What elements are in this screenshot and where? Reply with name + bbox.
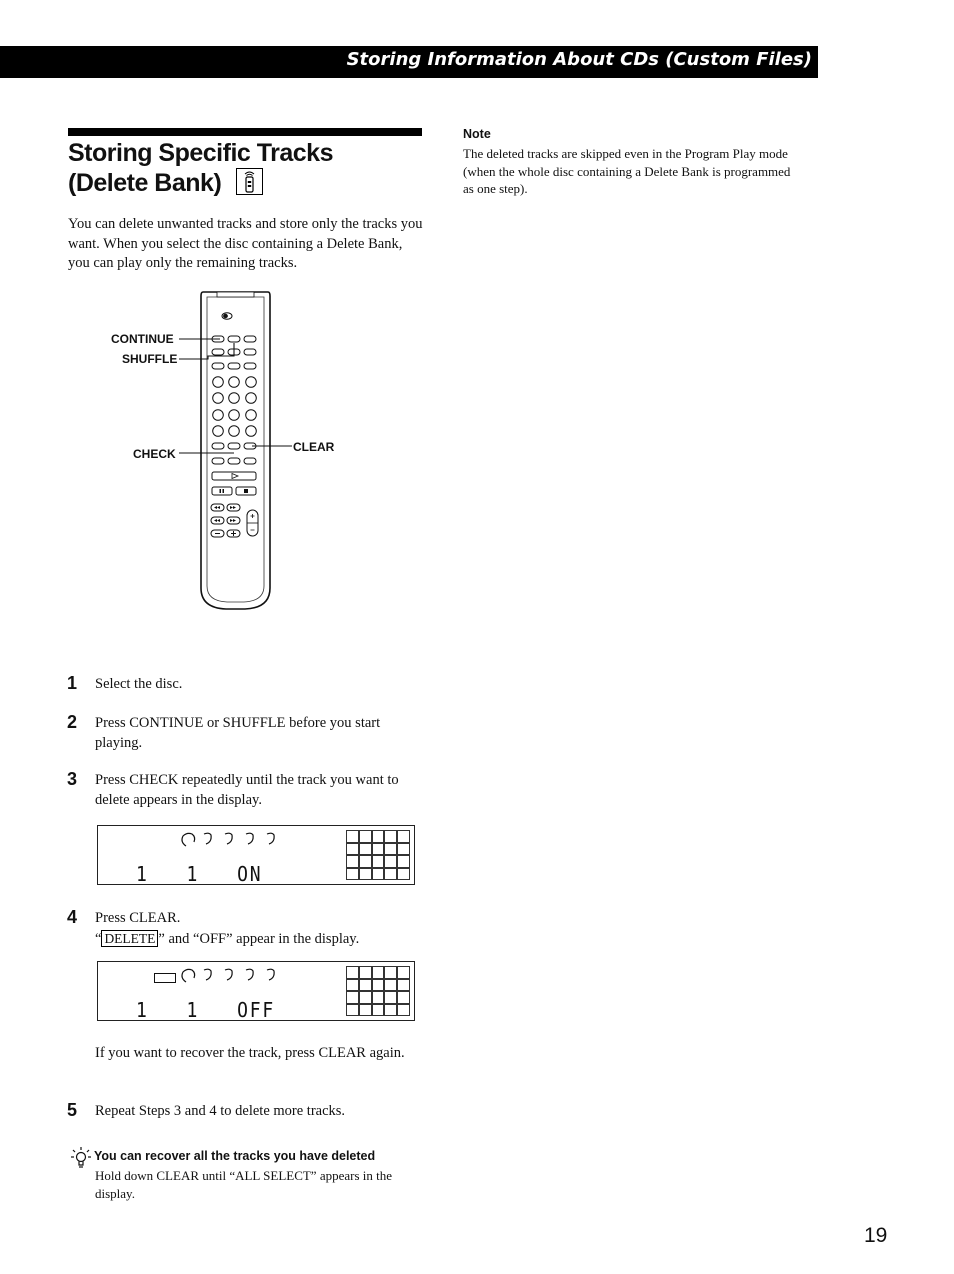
note-heading: Note [463,127,491,141]
step-5-text: Repeat Steps 3 and 4 to delete more tracks. [95,1103,346,1119]
clear-label: CLEAR [293,440,335,454]
intro-paragraph: You can delete unwanted tracks and store only the tracks you want. When you select the disc containing a Delete Bank, you can play only the remaining tracks. [68,216,423,271]
tip-text: Hold down CLEAR until “ALL SELECT” appears in the display. [95,1168,393,1201]
disc-indicators [178,830,290,850]
section-header-title: Storing Information About CDs (Custom Files) [346,49,812,70]
step-4-text: Press CLEAR. [95,910,181,926]
title-line-1: Storing Specific Tracks [68,139,333,167]
step-3-number: 3 [67,769,78,789]
delete-indicator [154,973,176,983]
continue-label: CONTINUE [111,332,174,346]
lightbulb-icon [70,1146,92,1170]
display-on [97,825,415,885]
step-2-text: Press CONTINUE or SHUFFLE before you start playing. [95,715,381,751]
display-off [97,961,415,1021]
step-2-number: 2 [67,712,78,732]
step-5-number: 5 [67,1100,78,1120]
display-readout: 1 1 ON [136,862,263,886]
step-3-text: Press CHECK repeatedly until the track you want to delete appears in the display. [95,772,399,808]
tip-heading: You can recover all the tracks you have deleted [94,1149,376,1163]
title-line-2: (Delete Bank) [68,169,222,197]
shuffle-label: SHUFFLE [122,352,178,366]
disc-indicators [178,966,290,986]
display-readout: 1 1 OFF [136,998,276,1022]
display-track-grid [346,966,410,1016]
step-1-number: 1 [67,673,78,693]
check-label: CHECK [133,447,176,461]
step-1-text: Select the disc. [95,676,183,692]
note-text: The deleted tracks are skipped even in the Program Play mode (when the whole disc containing a Delete Bank is programmed as one step). [463,146,791,196]
step-4-number: 4 [67,907,78,927]
recover-instruction: If you want to recover the track, press CLEAR again. [95,1045,405,1061]
delete-indicator-box: DELETE [101,930,158,947]
display-track-grid [346,830,410,880]
page-number: 19 [864,1224,888,1247]
